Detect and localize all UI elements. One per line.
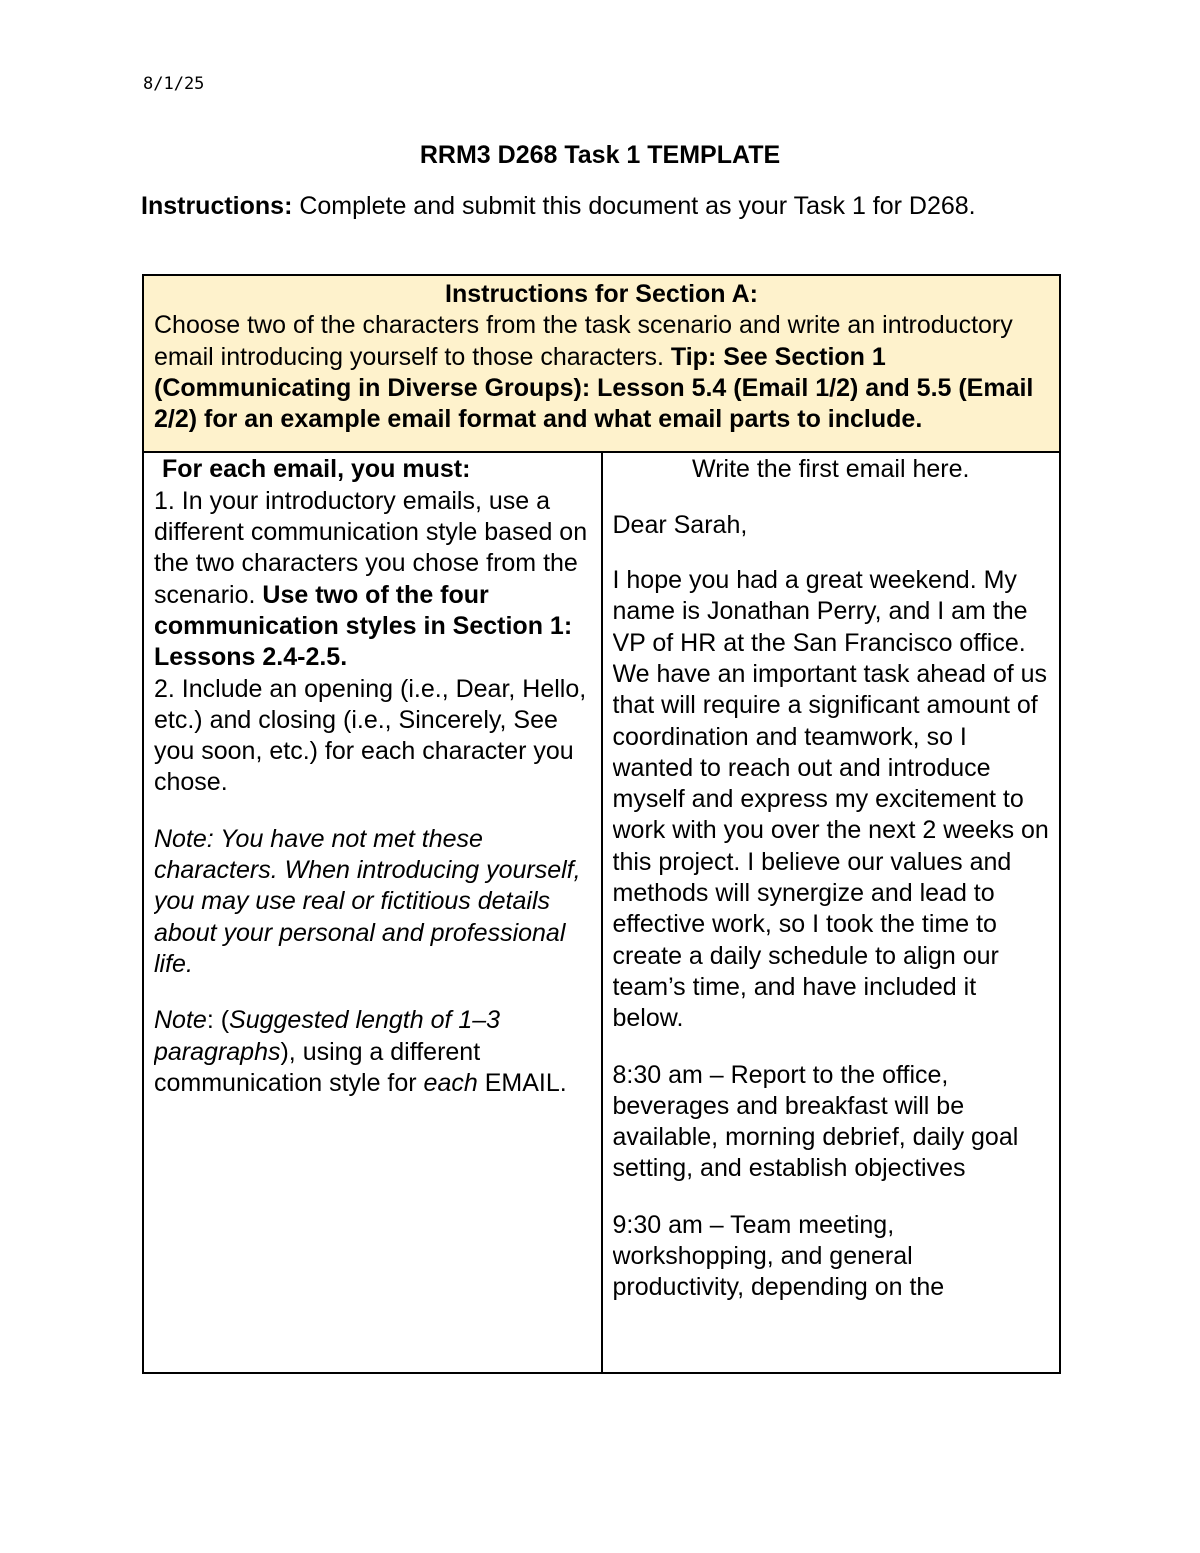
each-emphasis: each [423, 1068, 478, 1097]
note-fictitious-details [154, 824, 593, 980]
schedule-item-2: 9:30 am – Team meeting, workshopping, and general productivity, depending on the [612, 1210, 945, 1302]
email-paragraph-1: I hope you had a great weekend. My name is Jonathan Perry, and I am the VP of HR at the San Francisco office. We have an important task ahead of us that will require a significant amount of coordination and teamwork, so I wanted to reach out and introduce myself and express my excitement to work with you over the next 2 weeks on this project. I believe our values and methods will synergize and lead to effective work, so I took the time to create a daily schedule to align our team’s time, and have included it below. [612, 566, 1049, 1033]
section-a-body [154, 310, 1049, 435]
note-label: Note [154, 1006, 207, 1035]
section-a-heading: Instructions for Section A: [445, 280, 758, 308]
document-instructions [141, 190, 1041, 222]
requirement-item-1-text: 1. In your introductory emails, use a different communication style based on the two characters you chose from the scenario. [154, 486, 588, 609]
content-row [143, 452, 1060, 1373]
email-response-cell [602, 452, 1061, 1373]
document-title: RRM3 D268 Task 1 TEMPLATE [419, 141, 781, 169]
instructions-text: Complete and submit this document as your Task 1 for D268. [292, 192, 976, 220]
note-fictitious-details-text: Note: You have not met these characters. When introducing yourself, you may use real or fictitious details about your personal and professional life. [154, 824, 581, 978]
requirement-item-1-bold: Use two of the four communication styles in Section 1: Lessons 2.4-2.5. [154, 580, 573, 672]
suggested-length-text: Suggested length of 1–3 paragraphs [154, 1006, 501, 1066]
note-suggested-length: Note: (Suggested length of 1–3 paragraphs), using a different communication style for each EMAIL. [154, 1006, 567, 1097]
task-table [142, 274, 1061, 1374]
section-a-tip: Tip: See Section 1 (Communicating in Diverse Groups): Lesson 5.4 (Email 1/2) and 5.5 (Email 2/2) for an example email format and what email parts to include. [154, 342, 1034, 434]
document-date: 8/1/25 [143, 74, 205, 94]
section-a-header-row [143, 275, 1060, 452]
email-prompt: Write the first email here. [692, 455, 970, 484]
email-greeting: Dear Sarah, [612, 510, 748, 539]
requirements-heading: For each email, you must: [162, 455, 471, 484]
requirements-cell [143, 452, 602, 1373]
section-a-body-text: Choose two of the characters from the task scenario and write an introductory email introducing yourself to those characters. [154, 311, 1013, 371]
requirement-item-2: 2. Include an opening (i.e., Dear, Hello, etc.) and closing (i.e., Sincerely, See you soon, etc.) for each character you chose. [154, 674, 587, 797]
instructions-label: Instructions: [141, 192, 293, 220]
requirement-item-1 [154, 486, 593, 674]
section-a-instructions-cell [143, 275, 1060, 452]
schedule-item-1: 8:30 am – Report to the office, beverages and breakfast will be available, morning debrief, daily goal setting, and establish objectives [612, 1060, 1019, 1183]
